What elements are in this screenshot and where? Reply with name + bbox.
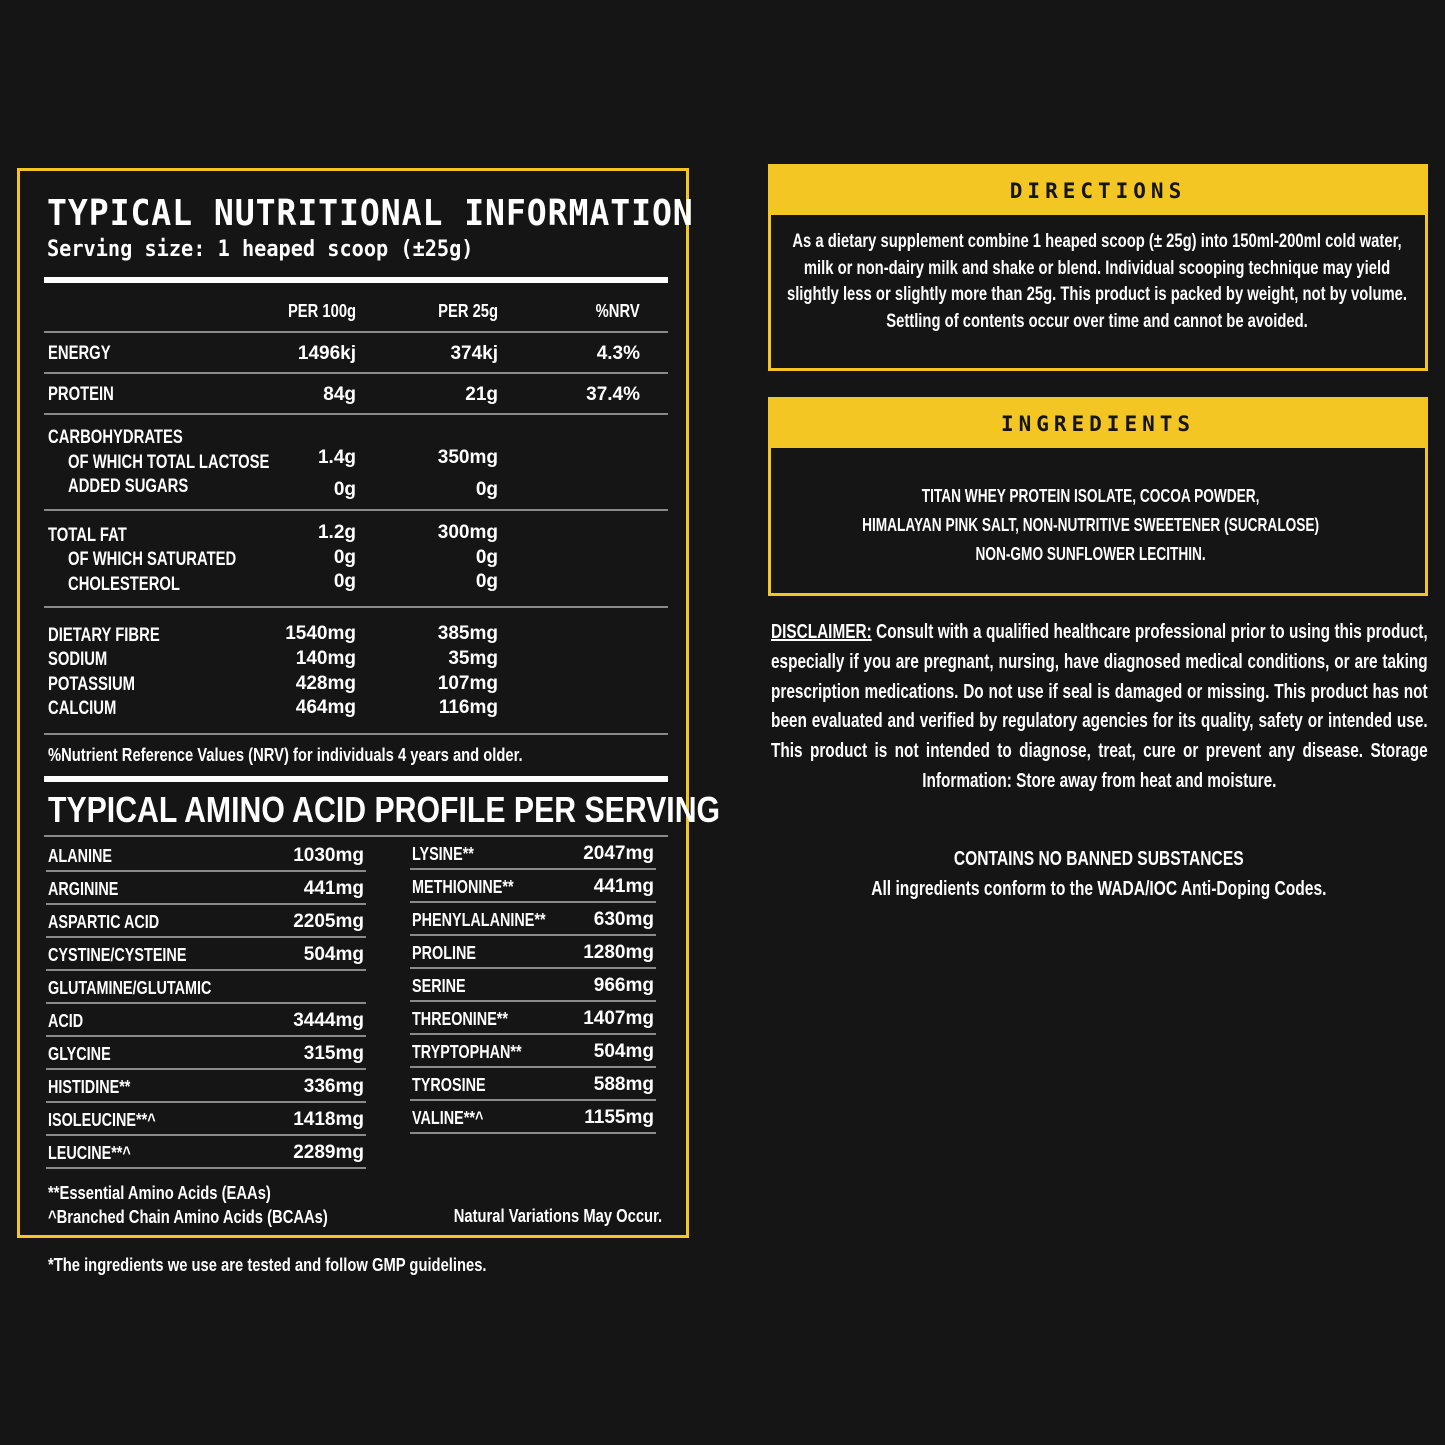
row-label-lactose: OF WHICH TOTAL LACTOSE <box>68 452 270 473</box>
row-label-saturated: OF WHICH SATURATED <box>68 549 237 570</box>
variation-note: Natural Variations May Occur. <box>453 1206 662 1226</box>
header-per100: PER 100g <box>287 301 356 321</box>
amino-row <box>410 839 656 870</box>
lactose-per100: 1.4g <box>317 447 356 468</box>
amino-name: THREONINE** <box>412 1009 509 1029</box>
amino-name: ACID <box>48 1011 84 1031</box>
amino-name: TRYPTOPHAN** <box>412 1042 522 1062</box>
row-label-fat: TOTAL FAT <box>48 525 127 546</box>
gmp-note: *The ingredients we use are tested and follow GMP guidelines. <box>48 1255 487 1275</box>
energy-per25: 374kj <box>450 343 498 364</box>
banned-title-text: CONTAINS NO BANNED SUBSTANCES <box>954 848 1244 870</box>
amino-value: 630mg <box>593 909 654 930</box>
amino-row <box>46 841 366 872</box>
fat-per100: 1.2g <box>317 522 356 543</box>
amino-value: 336mg <box>303 1076 364 1097</box>
amino-value: 441mg <box>303 878 364 899</box>
amino-name: ALANINE <box>48 846 112 866</box>
amino-row <box>46 973 366 1004</box>
ingredients-line: NON-GMO SUNFLOWER LECITHIN. <box>975 544 1206 564</box>
header-per25: PER 25g <box>438 301 498 321</box>
saturated-per25: 0g <box>475 547 498 568</box>
protein-nrv: 37.4% <box>586 384 640 405</box>
protein-per25: 21g <box>465 384 498 405</box>
bcaa-note: ^Branched Chain Amino Acids (BCAAs) <box>48 1207 328 1227</box>
fat-per25: 300mg <box>437 522 498 543</box>
energy-nrv: 4.3% <box>596 343 640 364</box>
amino-value: 504mg <box>593 1041 654 1062</box>
amino-value: 2047mg <box>583 843 654 864</box>
row-label-calcium: CALCIUM <box>48 698 117 719</box>
divider <box>44 776 668 782</box>
ingredients-line: HIMALAYAN PINK SALT, NON-NUTRITIVE SWEETENER (SUCRALOSE) <box>862 515 1320 535</box>
sodium-per100: 140mg <box>295 648 356 669</box>
amino-row <box>410 1070 656 1101</box>
row-label-potassium: POTASSIUM <box>48 674 136 695</box>
row-label-protein: PROTEIN <box>48 384 114 405</box>
amino-name: SERINE <box>412 976 466 996</box>
banned-subtitle-text: All ingredients conform to the WADA/IOC Anti-Doping Codes. <box>871 878 1327 900</box>
amino-value: 2289mg <box>293 1142 364 1163</box>
amino-name: PROLINE <box>412 943 477 963</box>
amino-row <box>410 1103 656 1134</box>
sugars-per100: 0g <box>333 479 356 500</box>
ingredients-heading: INGREDIENTS <box>1000 412 1196 436</box>
ingredients-box <box>768 397 1428 596</box>
nutrition-panel <box>17 168 721 1238</box>
amino-row <box>46 1039 366 1070</box>
amino-value: 1030mg <box>293 845 364 866</box>
divider <box>44 509 668 511</box>
calcium-per25: 116mg <box>438 697 498 718</box>
amino-title: TYPICAL AMINO ACID PROFILE PER SERVING <box>48 789 721 830</box>
amino-value: 2205mg <box>293 911 364 932</box>
divider <box>44 331 668 333</box>
amino-row <box>46 940 366 971</box>
amino-name: PHENYLALANINE** <box>412 910 546 930</box>
saturated-per100: 0g <box>333 547 356 568</box>
amino-name: ASPARTIC ACID <box>48 912 160 932</box>
directions-header <box>771 167 1425 215</box>
header-nrv: %NRV <box>595 301 640 321</box>
row-label-fibre: DIETARY FIBRE <box>48 625 160 646</box>
amino-value: 504mg <box>303 944 364 965</box>
sugars-per25: 0g <box>475 479 498 500</box>
row-label-sodium: SODIUM <box>48 649 108 670</box>
amino-row <box>46 1072 366 1103</box>
amino-row <box>410 938 656 969</box>
amino-row <box>410 971 656 1002</box>
potassium-per100: 428mg <box>295 673 356 694</box>
amino-row <box>46 1138 366 1169</box>
amino-name: CYSTINE/CYSTEINE <box>48 945 187 965</box>
serving-size: Serving size: 1 heaped scoop (±25g) <box>47 237 474 262</box>
amino-name: LEUCINE**^ <box>48 1143 131 1163</box>
ingredients-line: TITAN WHEY PROTEIN ISOLATE, COCOA POWDER, <box>921 486 1260 506</box>
amino-row <box>46 874 366 905</box>
lactose-per25: 350mg <box>437 447 498 468</box>
protein-per100: 84g <box>323 384 356 405</box>
divider <box>44 277 668 283</box>
potassium-per25: 107mg <box>437 673 498 694</box>
amino-left-column <box>46 841 366 1171</box>
amino-name: LYSINE** <box>412 844 474 864</box>
amino-value: 1418mg <box>293 1109 364 1130</box>
disclaimer-label: DISCLAIMER: <box>771 621 872 643</box>
amino-value: 1155mg <box>584 1107 654 1128</box>
directions-text: As a dietary supplement combine 1 heaped scoop (± 25g) into 150ml-200ml cold water, milk or non-dairy milk and shake or blend. Individual scooping technique may yield slightly less or slightly more than 25g. This product is packed by weight, not by volume. Settling of contents occur over time and cannot be avoided. <box>786 231 1408 332</box>
banned-subtitle <box>771 878 1427 901</box>
amino-value: 315mg <box>303 1043 364 1064</box>
row-label-sugars: ADDED SUGARS <box>68 476 189 497</box>
eaa-note: **Essential Amino Acids (EAAs) <box>48 1183 271 1203</box>
cholesterol-per100: 0g <box>333 571 356 592</box>
amino-row <box>46 907 366 938</box>
directions-heading: DIRECTIONS <box>1009 179 1187 203</box>
ingredients-header <box>771 400 1425 448</box>
nrv-note: %Nutrient Reference Values (NRV) for individuals 4 years and older. <box>48 745 523 765</box>
fibre-per100: 1540mg <box>285 623 356 644</box>
row-label-carbs: CARBOHYDRATES <box>48 427 183 448</box>
amino-value: 588mg <box>593 1074 654 1095</box>
divider <box>44 372 668 374</box>
amino-name: VALINE**^ <box>412 1108 484 1128</box>
amino-value: 441mg <box>593 876 654 897</box>
row-label-cholesterol: CHOLESTEROL <box>68 574 180 595</box>
amino-row <box>410 872 656 903</box>
amino-row <box>410 1037 656 1068</box>
amino-name: TYROSINE <box>412 1075 486 1095</box>
row-label-energy: ENERGY <box>48 343 111 364</box>
divider <box>44 606 668 608</box>
amino-name: GLYCINE <box>48 1044 111 1064</box>
amino-row <box>46 1105 366 1136</box>
amino-value: 1407mg <box>583 1008 654 1029</box>
sodium-per25: 35mg <box>448 648 498 669</box>
divider <box>44 733 668 735</box>
amino-value: 1280mg <box>583 942 654 963</box>
amino-name: ISOLEUCINE**^ <box>48 1110 156 1130</box>
disclaimer <box>771 618 1428 797</box>
amino-value: 3444mg <box>293 1010 364 1031</box>
amino-name: GLUTAMINE/GLUTAMIC <box>48 978 212 998</box>
amino-row <box>46 1006 366 1037</box>
amino-right-column <box>410 839 656 1136</box>
energy-per100: 1496kj <box>297 343 356 364</box>
directions-box <box>768 164 1428 371</box>
ingredients-text <box>779 482 1402 569</box>
amino-row <box>410 905 656 936</box>
amino-name: HISTIDINE** <box>48 1077 131 1097</box>
amino-name: METHIONINE** <box>412 877 514 897</box>
fibre-per25: 385mg <box>437 623 498 644</box>
amino-row <box>410 1004 656 1035</box>
banned-title <box>771 848 1427 871</box>
disclaimer-text: Consult with a qualified healthcare professional prior to using this product, especially if you are pregnant, nursing, have diagnosed medical conditions, or are taking prescription medications. Do not use if seal is damaged or missing. This product has not been evaluated and verified by regulatory agencies for its quality, safety or intended use. This product is not intended to diagnose, treat, cure or prevent any disease. Storage Information: Store away from heat and moisture. <box>771 621 1428 792</box>
amino-value: 966mg <box>593 975 654 996</box>
nutrition-title: TYPICAL NUTRITIONAL INFORMATION <box>47 193 694 234</box>
calcium-per100: 464mg <box>295 697 356 718</box>
amino-name: ARGININE <box>48 879 119 899</box>
divider <box>44 413 668 415</box>
cholesterol-per25: 0g <box>475 571 498 592</box>
divider <box>44 835 668 837</box>
